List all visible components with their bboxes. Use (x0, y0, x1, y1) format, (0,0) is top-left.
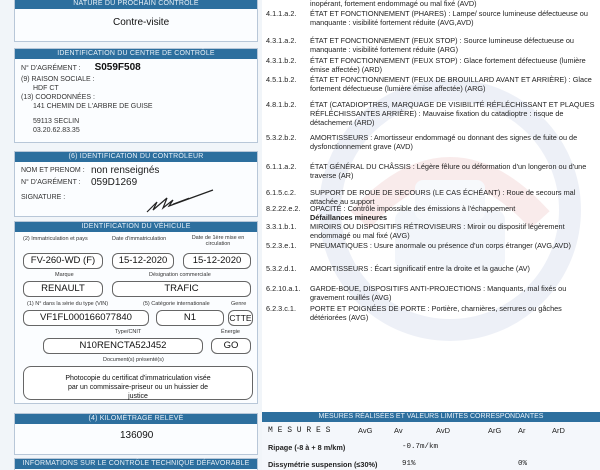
defect-code: 4.3.1.b.2. (266, 56, 297, 65)
defect-text: ÉTAT GÉNÉRAL DU CHÂSSIS : Légère fêlure ou déformation d'un longeron ou d'une traverse (AR) (310, 162, 587, 180)
designation-value: TRAFIC (112, 281, 251, 297)
defect-item (266, 285, 596, 303)
genre-value: CTTE (228, 310, 253, 326)
measures-col-header: Av (394, 426, 403, 435)
defect-code: 4.3.1.a.2. (266, 36, 297, 45)
vin-value: VF1FL000166077840 (23, 310, 149, 326)
centre-coord-label: (13) COORDONNÉES : (21, 94, 95, 101)
defect-code: 4.1.1.a.2. (266, 9, 297, 18)
defect-code: 6.1.1.a.2. (266, 162, 297, 171)
type-caption: Type/CNIT (115, 329, 142, 335)
defect-item (266, 0, 596, 9)
defect-text: GARDE-BOUE, DISPOSITIFS ANTI-PROJECTIONS : Manquants, mal fixés ou gravement rouillés (AVG) (310, 284, 567, 302)
energie-caption: Énergie (221, 329, 240, 335)
defect-item (266, 57, 596, 75)
measures-cell: 0% (518, 460, 528, 468)
cat-caption: (5) Catégorie internationale (143, 301, 210, 307)
defect-text: MIROIRS OU DISPOSITIFS RÉTROVISEURS : Miroir ou dispositif légèrement endommagé ou mal fixé (AVG) (310, 222, 565, 240)
vehicule-header: IDENTIFICATION DU VÉHICULE (15, 222, 257, 232)
defect-code: 3.3.1.b.1. (266, 222, 297, 231)
marque-caption: Marque (55, 272, 74, 278)
date-immat-value: 15-12-2020 (112, 253, 174, 269)
defect-text: PNEUMATIQUES : Usure anormale ou présence d'un corps étranger (AVG,AVD) (310, 241, 571, 250)
measures-row-label: Dissymétrie suspension (≤30%) (268, 460, 378, 469)
next-visit-header: NATURE DU PROCHAIN CONTRÔLE (15, 0, 257, 9)
docs-value: Photocopie du certificat d'immatriculation visée par un commissaire-priseur ou un huissier de justice (23, 366, 253, 400)
defect-code: 4.8.1.b.2. (266, 100, 297, 109)
date-mec-value: 15-12-2020 (183, 253, 251, 269)
bottom-header: INFORMATIONS SUR LE CONTRÔLE TECHNIQUE DÉFAVORABLE (15, 459, 257, 469)
measures-col-header: AvG (358, 426, 373, 435)
controleur-agrement-value: 059D1269 (91, 177, 138, 188)
centre-phone: 03.20.62.83.35 (33, 127, 80, 134)
next-visit-panel (14, 0, 258, 42)
defect-text: ÉTAT ET FONCTIONNEMENT (FEUX STOP) : Glace fortement défectueuse (lumière émise affectée) (ARD) (310, 56, 586, 74)
controleur-panel (14, 151, 258, 217)
controleur-nom-value: non renseignés (91, 165, 160, 176)
left-column (0, 0, 262, 470)
defect-text: Défaillances mineures (310, 213, 388, 222)
next-visit-value: Contre-visite (113, 17, 170, 28)
centre-panel (14, 48, 258, 143)
measures-col-header: ArG (488, 426, 502, 435)
measures-table (262, 422, 600, 470)
defect-item (266, 134, 596, 152)
signature-icon (143, 184, 223, 216)
defect-text: inopérant, fortement endommagé ou mal fixé (AVD) (310, 0, 477, 8)
defect-code: 5.3.2.b.2. (266, 133, 297, 142)
bottom-panel (14, 458, 258, 470)
measures-col-header: ArD (552, 426, 565, 435)
type-value: N10RENCTA52J452 (43, 338, 203, 354)
immat-caption: (2) Immatriculation et pays (23, 236, 88, 242)
defect-item (266, 223, 596, 241)
defect-item (266, 37, 596, 55)
defect-item (266, 242, 596, 251)
defect-text: PORTE ET POIGNÉES DE PORTE : Portière, charnières, serrures ou gâches détériorées (AVG) (310, 304, 562, 322)
defect-text: ÉTAT ET FONCTIONNEMENT (FEUX DE BROUILLARD AVANT ET ARRIÈRE) : Glace fortement défectueuse (lumière émise affectée) (ARG) (310, 75, 592, 93)
km-header: (4) KILOMÉTRAGE RELEVÉ (15, 414, 257, 424)
km-value: 136090 (120, 430, 154, 441)
defect-item (266, 163, 596, 181)
defect-text: OPACITÉ : Contrôle impossible des émissions à l'échappement (310, 204, 516, 213)
defect-text: ÉTAT ET FONCTIONNEMENT (PHARES) : Lampe/ source lumineuse défectueuse ou manquante : visibilité fortement réduite (AVG,AVD) (310, 9, 588, 27)
vin-caption: (1) N° dans la série du type (VIN) (27, 301, 109, 307)
km-panel (14, 413, 258, 455)
immat-value: FV-260-WD (F) (23, 253, 103, 269)
centre-raison-value: HDF CT (33, 85, 59, 92)
defect-code: 6.2.10.a.1. (266, 284, 301, 293)
date-mec-caption: Date de 1ère mise en circulation (191, 235, 245, 247)
defect-text: ÉTAT ET FONCTIONNEMENT (FEUX STOP) : Source lumineuse défectueuse ou manquante : visibilité fortement réduite (ARG) (310, 36, 574, 54)
marque-value: RENAULT (23, 281, 103, 297)
date-immat-caption: Date d'immatriculation (112, 236, 167, 242)
defect-text: AMORTISSEURS : Écart significatif entre la droite et la gauche (AV) (310, 264, 530, 273)
defect-text: ÉTAT (CATADIOPTRES, MARQUAGE DE VISIBILITÉ RÉFLÉCHISSANT ET PLAQUES RÉFLÉCHISSANTES ARRIÈRE) : Mauvaise fixation du catadioptre : risque de détachement (ARD) (310, 100, 595, 127)
defect-item (266, 76, 596, 94)
defect-code: 8.2.22.e.2. (266, 204, 301, 213)
controleur-header: (6) IDENTIFICATION DU CONTRÔLEUR (15, 152, 257, 162)
controleur-agrement-label: N° D'AGRÉMENT : (21, 179, 81, 186)
defect-text: AMORTISSEURS : Amortisseur endommagé ou donnant des signes de fuite ou de dysfonctionnement grave (AVD) (310, 133, 578, 151)
defect-code: 6.2.3.c.1. (266, 304, 297, 313)
controleur-nom-label: NOM ET PRENOM : (21, 167, 85, 174)
designation-caption: Désignation commerciale (149, 272, 211, 278)
defect-code: 4.5.1.b.2. (266, 75, 297, 84)
measures-cell: -0.7m/km (402, 443, 439, 451)
centre-agrement-label: N° D'AGRÉMENT : (21, 65, 81, 72)
defect-item (266, 101, 596, 128)
measures-cell: 91% (402, 460, 416, 468)
measures-col-title: M E S U R E S (268, 426, 331, 435)
measures-row-label: Ripage (-8 à + 8 m/km) (268, 443, 346, 452)
genre-caption: Genre (231, 301, 247, 307)
defect-code: 6.1.5.c.2. (266, 188, 297, 197)
measures-col-header: Ar (518, 426, 526, 435)
defect-text: SUPPORT DE ROUE DE SECOURS (LE CAS ÉCHÉANT) : Roue de secours mal attachée au support (310, 188, 576, 206)
defect-code: 5.2.3.e.1. (266, 241, 297, 250)
controleur-signature-label: SIGNATURE : (21, 194, 66, 201)
centre-address-line1: 141 CHEMIN DE L'ARBRE DE GUISE (33, 103, 153, 110)
docs-caption: Document(s) présenté(s) (103, 357, 164, 363)
measures-header: MESURES RÉALISÉES ET VALEURS LIMITES CORRESPONDANTES (262, 412, 600, 422)
defect-code: 5.3.2.d.1. (266, 264, 297, 273)
centre-agrement-value: S059F508 (94, 62, 141, 73)
defect-item (266, 305, 596, 323)
defect-item (266, 265, 596, 274)
cat-value: N1 (156, 310, 224, 326)
vehicule-panel (14, 221, 258, 404)
centre-header: IDENTIFICATION DU CENTRE DE CONTRÔLE (15, 49, 257, 59)
energie-value: GO (211, 338, 251, 354)
measures-col-header: AvD (436, 426, 451, 435)
defect-item (266, 10, 596, 28)
centre-address-line2: 59113 SECLIN (33, 118, 80, 125)
centre-raison-label: (9) RAISON SOCIALE : (21, 76, 95, 83)
